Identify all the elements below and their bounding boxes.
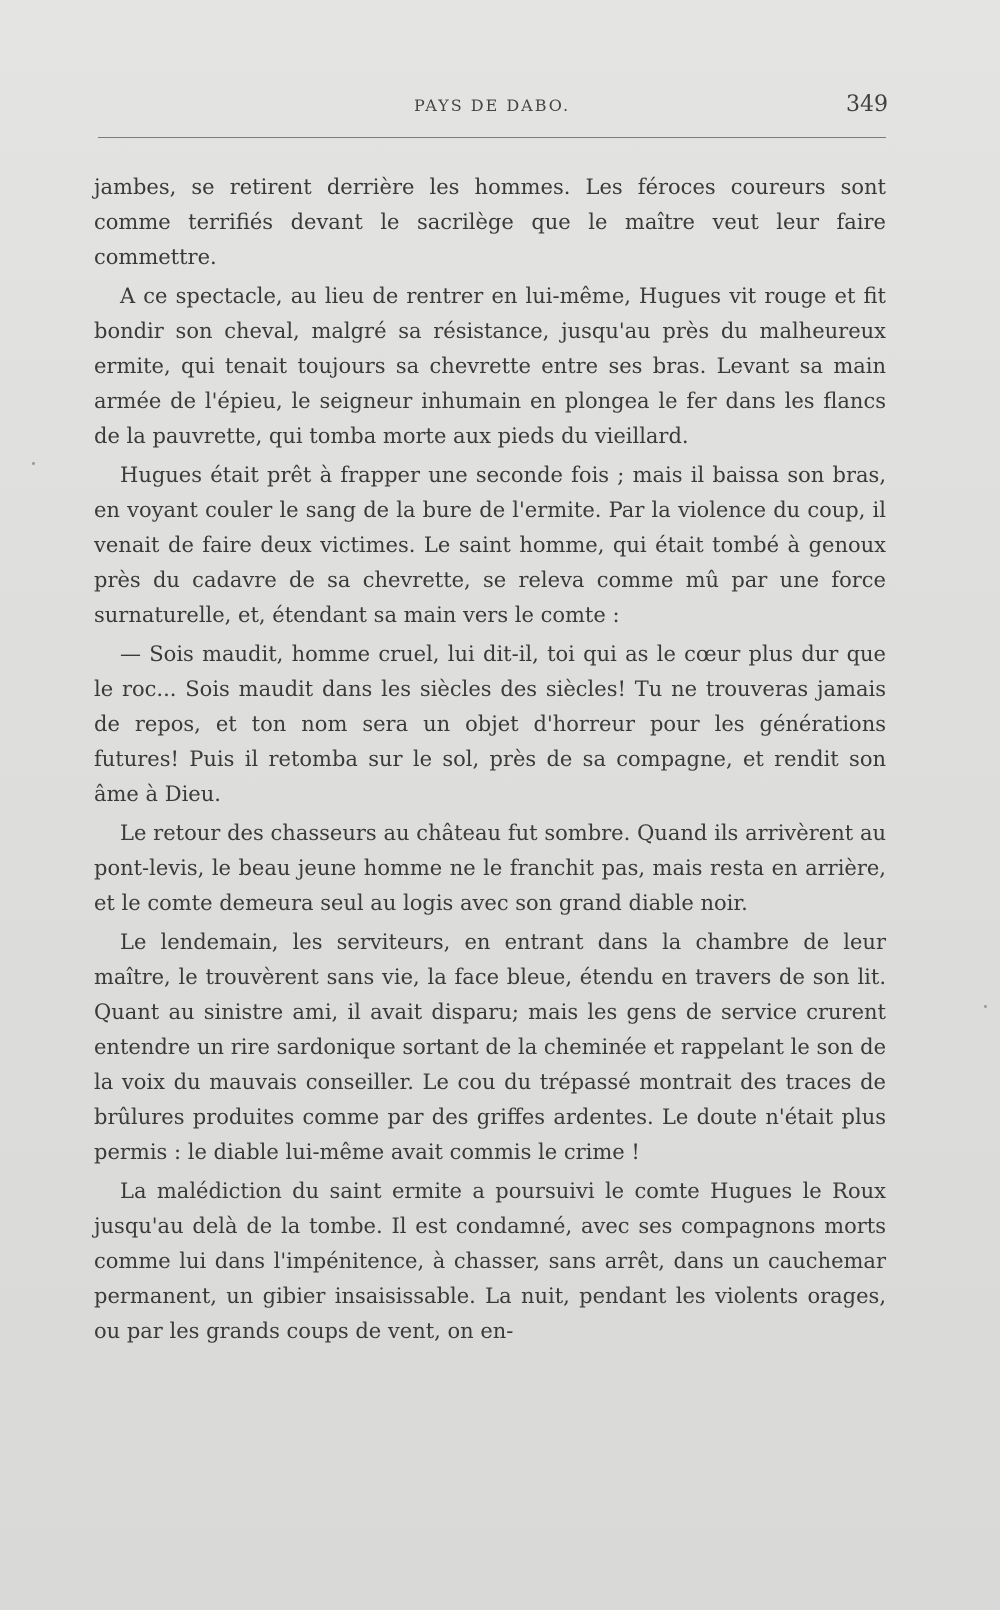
page-number: 349 [846,92,888,117]
paragraph: Le retour des chasseurs au château fut sombre. Quand ils arrivèrent au pont-levis, le beau jeune homme ne le franchit pas, mais resta en arrière, et le comte demeura seul au logis avec son grand diable noir. [94,821,886,915]
paper-speck [32,462,35,465]
paragraph: La malédiction du saint ermite a poursuivi le comte Hugues le Roux jusqu'au delà de la tombe. Il est condamné, avec ses compagnons morts comme lui dans l'impénitence, à chasser, sans arrêt, dans un cauchemar permanent, un gibier insaisissable. La nuit, pendant les violents orages, ou par les grands coups de vent, on en- [94,1179,886,1343]
body-text [94,170,886,1353]
paragraph-dialogue: — Sois maudit, homme cruel, lui dit-il, toi qui as le cœur plus dur que le roc... Sois maudit dans les siècles des siècles! Tu ne trouveras jamais de repos, et ton nom sera un objet d'horreur pour les générations futures! Puis il retomba sur le sol, près de sa compagne, et rendit son âme à Dieu. [94,642,886,806]
header-rule [98,137,886,138]
paragraph: Hugues était prêt à frapper une seconde fois ; mais il baissa son bras, en voyant couler le sang de la bure de l'ermite. Par la violence du coup, il venait de faire deux victimes. Le saint homme, qui était tombé à genoux près du cadavre de sa chevrette, se releva comme mû par une force surnaturelle, et, étendant sa main vers le comte : [94,463,886,627]
paragraph-continuation: jambes, se retirent derrière les hommes. Les féroces coureurs sont comme terrifiés devant le sacrilège que le maître veut leur faire commettre. [94,175,886,269]
paper-speck [984,1005,987,1008]
running-head [96,92,888,126]
running-title: PAYS DE DABO. [413,96,571,115]
paragraph: Le lendemain, les serviteurs, en entrant dans la chambre de leur maître, le trouvèrent sans vie, la face bleue, étendu en travers de son lit. Quant au sinistre ami, il avait disparu; mais les gens de service crurent entendre un rire sardonique sortant de la cheminée et rappelant le son de la voix du mauvais conseiller. Le cou du trépassé montrait des traces de brûlures produites comme par des griffes ardentes. Le doute n'était plus permis : le diable lui-même avait commis le crime ! [94,930,886,1164]
paragraph: A ce spectacle, au lieu de rentrer en lui-même, Hugues vit rouge et fit bondir son cheval, malgré sa résistance, jusqu'au près du malheureux ermite, qui tenait toujours sa chevrette entre ses bras. Levant sa main armée de l'épieu, le seigneur inhumain en plongea le fer dans les flancs de la pauvrette, qui tomba morte aux pieds du vieillard. [94,284,886,448]
